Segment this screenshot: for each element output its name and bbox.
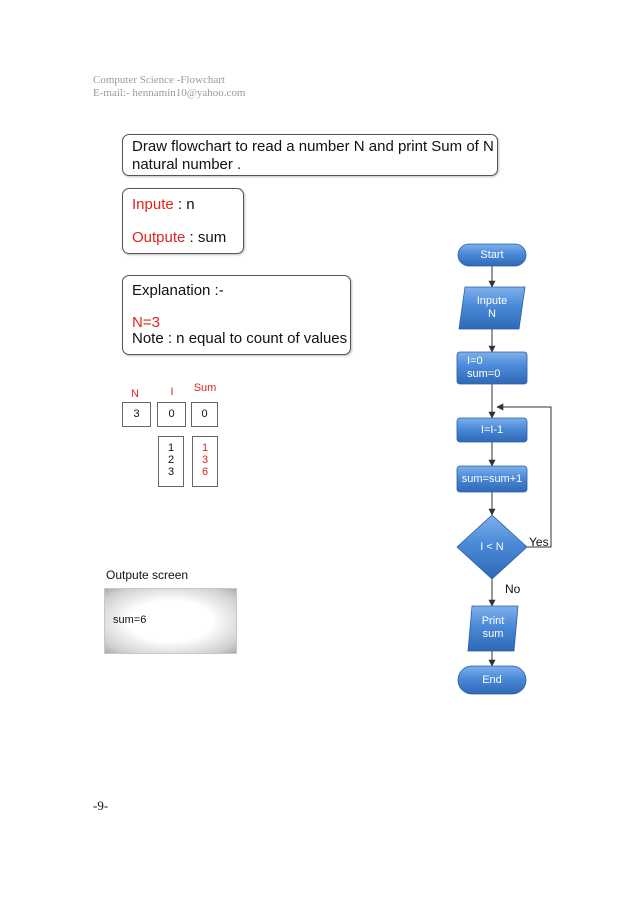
trace-i-value: 3 (167, 466, 175, 478)
start-label: Start (480, 249, 504, 261)
trace-i-value: 1 (167, 442, 175, 454)
print-line-2: sum (482, 628, 504, 640)
output-value: : sum (185, 229, 227, 246)
trace-sum-value: 6 (201, 466, 209, 478)
output-screen-content: sum=6 (113, 614, 147, 626)
init-line-2: sum=0 (467, 368, 501, 380)
trace-header-sum: Sum (193, 382, 217, 394)
explanation-n: N=3 (132, 314, 160, 331)
problem-line-2: natural number . (132, 156, 242, 173)
output-screen-label: Outpute screen (106, 568, 189, 582)
accumulate-label: sum=sum+1 (461, 473, 523, 485)
output-label: Outpute (132, 229, 186, 246)
input-line-1: Inpute (476, 295, 508, 307)
input-value: : n (173, 196, 195, 213)
print-label (468, 615, 518, 641)
init-label (467, 355, 500, 381)
page-number: -9- (93, 798, 109, 813)
init-line-1: I=0 (467, 355, 483, 367)
trace-cell-i-initial: 0 (157, 402, 186, 427)
end-label: End (482, 674, 502, 686)
trace-cell-n-initial: 3 (122, 402, 151, 427)
print-line-1: Print (481, 615, 505, 627)
trace-sum-value: 1 (201, 442, 209, 454)
yes-label: Yes (529, 535, 549, 549)
trace-i-value: 2 (167, 454, 175, 466)
problem-line-1: Draw flowchart to read a number N and print Sum of N (132, 138, 494, 155)
increment-label: I=I-1 (480, 424, 504, 436)
header-email: E-mail:- hennamin10@yahoo.com (93, 87, 246, 99)
condition-label: I < N (480, 541, 504, 553)
no-label: No (505, 582, 521, 596)
header-title: Computer Science -Flowchart (93, 74, 225, 86)
input-line-2: N (488, 308, 496, 320)
trace-header-n: N (131, 388, 139, 400)
input-label-fc (460, 295, 524, 321)
trace-header-i: I (170, 386, 174, 398)
explanation-title: Explanation :- (132, 282, 224, 299)
explanation-note: Note : n equal to count of values (132, 330, 348, 347)
input-label: Inpute (132, 196, 174, 213)
trace-cell-sum-initial: 0 (191, 402, 218, 427)
trace-sum-value: 3 (201, 454, 209, 466)
